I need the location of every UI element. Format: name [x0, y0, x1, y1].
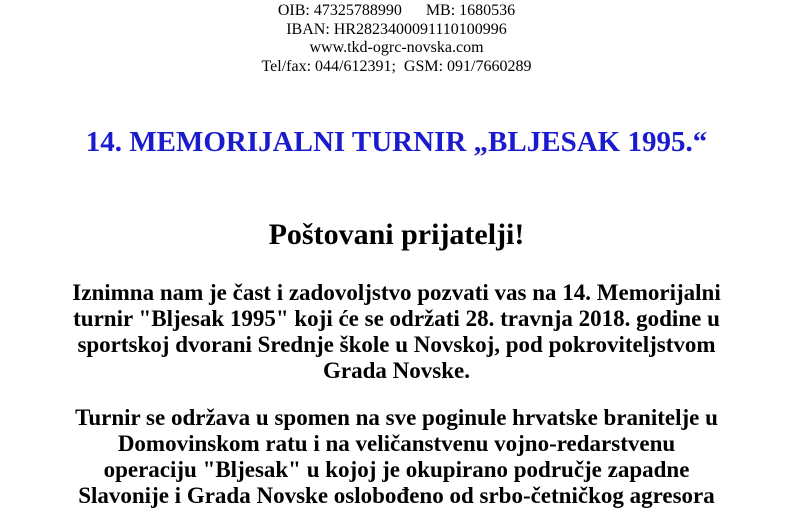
invitation-line-4: Grada Novske.	[323, 358, 470, 383]
tournament-title: 14. MEMORIJALNI TURNIR „BLJESAK 1995.“	[85, 126, 708, 158]
memorial-line-4: Slavonije i Grada Novske oslobođeno od srbo-četničkog agresora	[78, 483, 715, 508]
letterhead-website-line: www.tkd-ogrc-novska.com	[309, 39, 484, 56]
letterhead-phone-line: Tel/fax: 044/612391; GSM: 091/7660289	[261, 57, 532, 75]
invitation-line-3: sportskoj dvorani Srednje škole u Novskoj, pod pokroviteljstvom	[77, 332, 716, 357]
invitation-paragraph	[0, 280, 793, 384]
memorial-line-2: Domovinskom ratu i na veličanstvenu vojno-redarstvenu	[117, 431, 676, 456]
letterhead	[0, 0, 793, 76]
memorial-line-1: Turnir se održava u spomen na sve poginule hrvatske branitelje u	[75, 405, 718, 430]
letterhead-iban-line: IBAN: HR2823400091110100996	[286, 20, 507, 38]
memorial-paragraph	[0, 405, 793, 509]
letterhead-oib-mb-line: OIB: 47325788990 MB: 1680536	[277, 2, 516, 19]
invitation-line-1: Iznimna nam je čast i zadovoljstvo pozvati vas na 14. Memorijalni	[72, 280, 721, 305]
invitation-line-2: turnir "Bljesak 1995" koji će se održati 28. travnja 2018. godine u	[73, 306, 720, 331]
memorial-line-3: operaciju "Bljesak" u kojoj je okupirano područje zapadne	[103, 457, 690, 482]
salutation-heading: Poštovani prijatelji!	[268, 218, 525, 251]
